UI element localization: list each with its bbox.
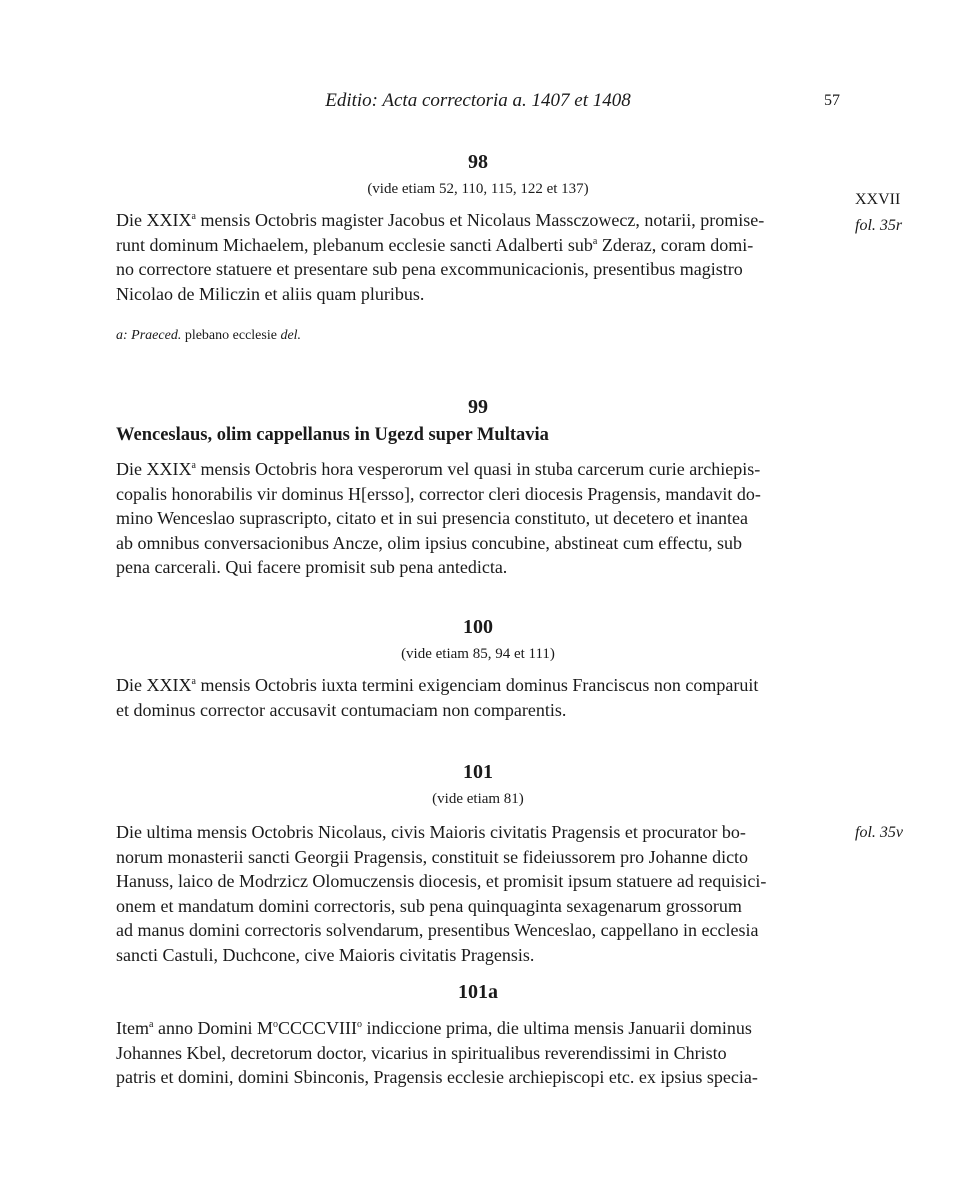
entry-101a	[116, 980, 840, 1090]
entry-number: 101a	[458, 981, 498, 1003]
margin-folio-35r: fol. 35r	[855, 217, 903, 234]
entry-body: Item$^a$ anno Domini $M^oCCCCVIII^o$ indiccione prima, die ultima mensis Januarii dominus Johannes Kbel, decretorum doctor, vicarius in spiritualibus reverendissimi in Christo patris et domini, domini Sbinconis, Pragensis ecclesie archiepiscopi etc. ex ipsius specia-	[116, 1018, 758, 1087]
entry-number: 100	[463, 616, 493, 638]
entry-number: 98	[468, 151, 488, 173]
entry-number: 99	[468, 396, 488, 418]
margin-folio-35v: fol. 35v	[855, 824, 903, 841]
entry-body: Die ultima mensis Octobris Nicolaus, civis Maioris civitatis Pragensis et procurator bo- norum monasterii sancti Georgii Pragensis, constituit se fideiussorem pro Johanne dicto Hanuss, laico de Modrzicz Olomuczensis diocesis, et promisit ipsum statuere ad requisici- onem et mandatum domini correctoris, sub pena quinquaginta sexagenarum grossorum ad manus domini correctoris solvendarum, presentibus Wenceslao, cappellano in ecclesia sancti Castuli, Duchcone, cive Maioris civitatis Pragensis.	[116, 822, 767, 965]
margin-volume-number: XXVII	[855, 191, 901, 208]
entry-100	[116, 615, 840, 722]
entry-title: Wenceslaus, olim cappellanus in Ugezd super Multavia	[116, 425, 549, 445]
footnote: a: Praeced. plebano ecclesie del.	[116, 328, 302, 343]
cross-reference: (vide etiam 85, 94 et 111)	[401, 646, 555, 662]
entry-101	[116, 760, 840, 967]
running-head-title: Editio: Acta correctoria a. 1407 et 1408	[325, 90, 631, 111]
entry-body: Die XXIX$^a$ mensis Octobris magister Jacobus et Nicolaus Massczowecz, notarii, promise- runt dominum Michaelem, plebanum ecclesie sancti Adalberti sub$^a$ Zderaz, coram domi- no correctore statuere et presentare sub pena excommunicacionis, presentibus magistro Nicolao de Miliczin et aliis quam pluribus.	[116, 210, 765, 304]
entry-98	[116, 150, 840, 346]
cross-reference: (vide etiam 52, 110, 115, 122 et 137)	[367, 181, 589, 197]
cross-reference: (vide etiam 81)	[432, 791, 524, 807]
entry-number: 101	[463, 761, 493, 783]
entry-99	[116, 395, 840, 580]
entry-body: Die XXIX$^a$ mensis Octobris iuxta termini exigenciam dominus Franciscus non comparuit et dominus corrector accusavit contumaciam non comparentis.	[116, 675, 759, 720]
page-number: 57	[824, 92, 840, 109]
entry-body: Die XXIX$^a$ mensis Octobris hora vesperorum vel quasi in stuba carcerum curie archiepis- copalis honorabilis vir dominus H[ersso], corrector cleri diocesis Pragensis, mandavit do- mino Wenceslao suprascripto, citato et in sui presencia constituto, ut decetero et inantea ab omnibus conversacionibus Ancze, olim ipsius concubine, abstineat cum effectu, sub pena carcerali. Qui facere promisit sub pena antedicta.	[116, 459, 761, 577]
